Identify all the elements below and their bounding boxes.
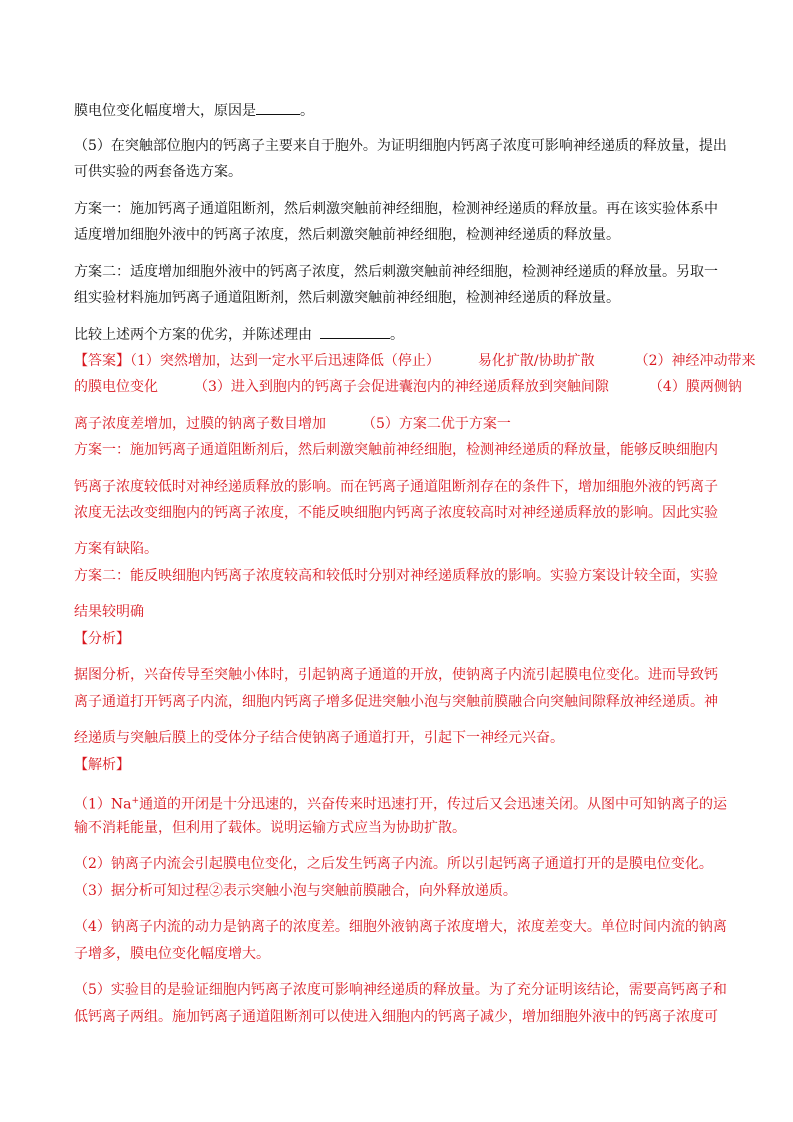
answer-line-4: 方案一：施加钙离子通道阻断剂后，然后刺激突触前神经细胞，检测神经递质的释放量，能够反映细胞内	[74, 442, 718, 458]
explanation-line-8: 低钙离子两组。施加钙离子通道阻断剂可以使进入细胞内的钙离子减少，增加细胞外液中的钙离子浓度可	[74, 1009, 718, 1025]
analysis-heading: 【分析】	[74, 631, 130, 647]
explanation-line-3: （2）钠离子内流会引起膜电位变化，之后发生钙离子内流。所以引起钙离子通道打开的是膜电位变化。	[74, 856, 713, 872]
answer-blank	[320, 324, 390, 339]
answer-line-8: 方案二：能反映细胞内钙离子浓度较高和较低时分别对神经递质释放的影响。实验方案设计较全面，实验	[74, 568, 718, 584]
answer-line-9: 结果较明确	[74, 604, 144, 620]
answer-line-7: 方案有缺陷。	[74, 541, 158, 557]
question-line-5: 适度增加细胞外液中的钙离子浓度，然后刺激突触前神经细胞，检测神经递质的释放量。	[74, 227, 620, 243]
analysis-line-3: 经递质与突触后膜上的受体分子结合使钠离子通道打开，引起下一神经元兴奋。	[74, 730, 564, 746]
explanation-text: （1）Na	[74, 796, 132, 813]
superscript-plus: +	[131, 796, 140, 806]
answer-text: （2）神经冲动带来	[634, 353, 756, 369]
answer-text: （4）膜两侧钠	[648, 379, 742, 395]
answer-line-6: 浓度无法改变细胞内的钙离子浓度，不能反映细胞内钙离子浓度较高时对神经递质释放的影响。因此实验	[74, 505, 718, 521]
explanation-text: 通道的开闭是十分迅速的，兴奋传来时迅速打开，传过后又会迅速关闭。从图中可知钠离子的运	[139, 796, 728, 813]
answer-text: 易化扩散/协助扩散	[477, 353, 595, 369]
answer-blank	[256, 100, 300, 115]
question-line-4: 方案一：施加钙离子通道阻断剂，然后刺激突触前神经细胞，检测神经递质的释放量。再在该实验体系中	[74, 201, 718, 217]
analysis-line-1: 据图分析，兴奋传导至突触小体时，引起钠离子通道的开放，使钠离子内流引起膜电位变化。进而导致钙	[74, 667, 718, 683]
answer-text: （5）方案二优于方案一	[362, 416, 511, 432]
answer-text: 【答案】（1）突然增加，达到一定水平后迅速降低（停止）	[74, 353, 440, 369]
question-line-3: 可供实验的两套备选方案。	[74, 164, 242, 180]
answer-line-5: 钙离子浓度较低时对神经递质释放的影响。而在钙离子通道阻断剂存在的条件下，增加细胞外液的钙离子	[74, 479, 718, 495]
explanation-line-2: 输不消耗能量，但利用了载体。说明运输方式应当为协助扩散。	[74, 820, 466, 836]
question-text: 。	[300, 103, 314, 119]
question-text: 。	[390, 327, 404, 343]
answer-text: 离子浓度差增加，过膜的钠离子数目增加	[74, 416, 326, 432]
explanation-line-1	[74, 791, 728, 815]
answer-line-1	[74, 351, 756, 371]
question-line-7: 组实验材料施加钙离子通道阻断剂，然后刺激突触前神经细胞，检测神经递质的释放量。	[74, 290, 620, 306]
answer-text: （3）进入到胞内的钙离子会促进囊泡内的神经递质释放到突触间隙	[194, 379, 609, 395]
question-line-6: 方案二：适度增加细胞外液中的钙离子浓度，然后刺激突触前神经细胞，检测神经递质的释放量。另取一	[74, 264, 718, 280]
explanation-line-7: （5）实验目的是验证细胞内钙离子浓度可影响神经递质的释放量。为了充分证明该结论，需要高钙离子和	[74, 982, 727, 998]
explanation-line-6: 子增多，膜电位变化幅度增大。	[74, 946, 270, 962]
explanation-line-5: （4）钠离子内流的动力是钠离子的浓度差。细胞外液钠离子浓度增大，浓度差变大。单位时间内流的钠离	[74, 919, 727, 935]
question-text: 比较上述两个方案的优劣，并陈述理由	[74, 327, 312, 343]
explanation-heading: 【解析】	[74, 757, 130, 773]
explanation-line-4: （3）据分析可知过程②表示突触小泡与突触前膜融合，向外释放递质。	[74, 883, 517, 899]
answer-line-3	[74, 414, 724, 434]
analysis-line-2: 离子通道打开钙离子内流，细胞内钙离子增多促进突触小泡与突触前膜融合向突触间隙释放神经递质。神	[74, 694, 718, 710]
answer-line-2	[74, 377, 742, 397]
answer-text: 的膜电位变化	[74, 379, 158, 395]
question-line-1	[74, 100, 724, 121]
question-line-2: （5）在突触部位胞内的钙离子主要来自于胞外。为证明细胞内钙离子浓度可影响神经递质的释放量，提出	[74, 138, 727, 154]
question-text: 膜电位变化幅度增大，原因是	[74, 103, 256, 119]
question-line-8	[74, 324, 724, 345]
